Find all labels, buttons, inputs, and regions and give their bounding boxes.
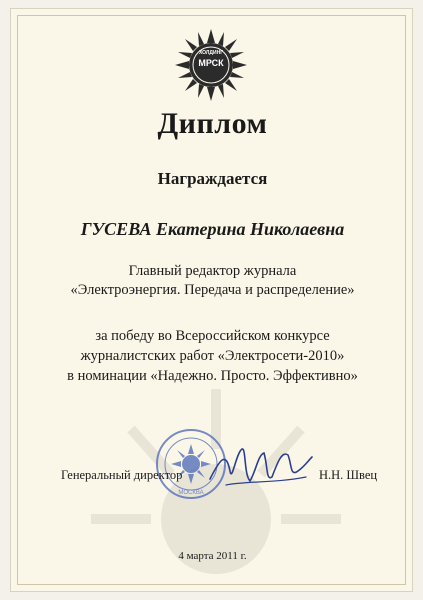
issue-date: 4 марта 2011 г. [178, 550, 247, 562]
logo-subtext: ХОЛДИНГ [198, 50, 224, 56]
position-line: Главный редактор журнала [128, 263, 297, 279]
company-logo [173, 27, 249, 103]
stamp-text: МОСКВА [178, 490, 204, 496]
position-line: «Электроэнергия. Передача и распределение» [70, 282, 355, 298]
logo-text: МРСК [198, 58, 224, 68]
awarded-label: Награждается [157, 169, 268, 188]
diploma-sheet [10, 8, 413, 592]
handwritten-signature-icon [206, 441, 316, 497]
reason-line: за победу во Всероссийском конкурсе [95, 328, 330, 344]
recipient-name: ГУСЕВА Екатерина Николаевна [80, 219, 345, 239]
reason-line: в номинации «Надежно. Просто. Эффективно» [67, 368, 358, 384]
signatory-role: Генеральный директор [61, 468, 183, 482]
reason-line: журналистских работ «Электросети-2010» [80, 348, 345, 364]
document-title: Диплом [157, 107, 268, 140]
signatory-name: Н.Н. Швец [319, 468, 378, 482]
